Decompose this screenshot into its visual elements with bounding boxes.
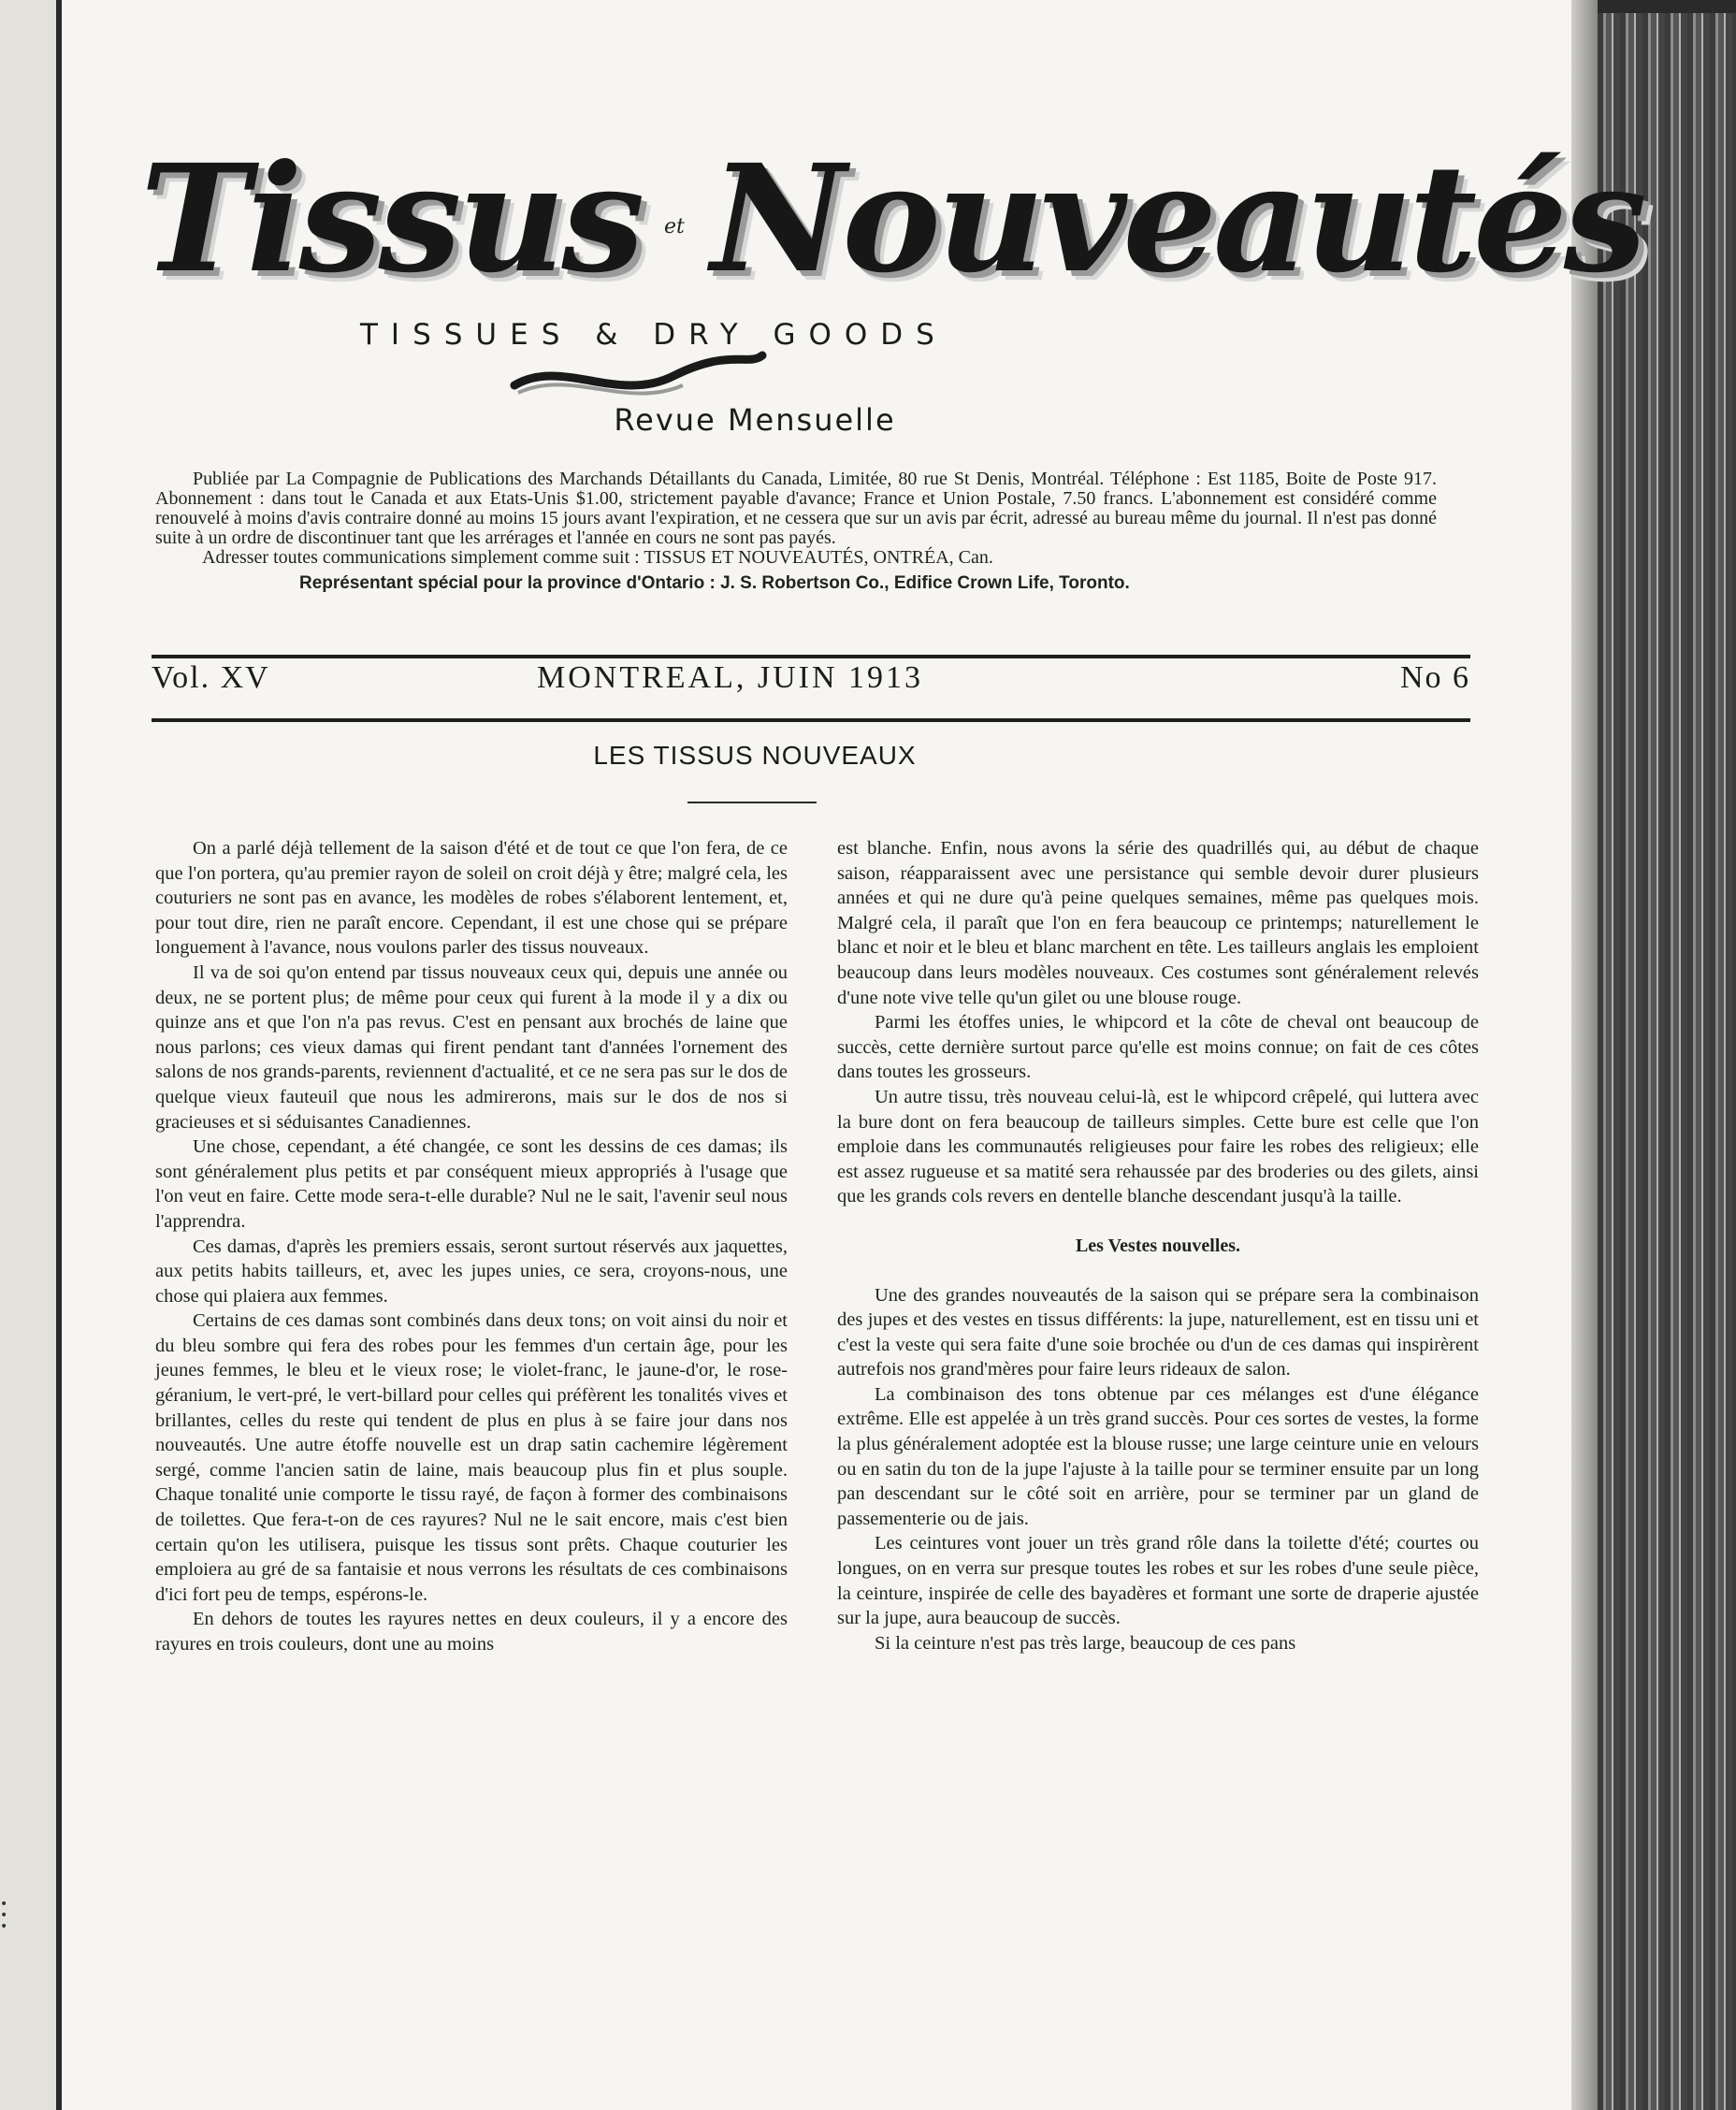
notice-representative: Représentant spécial pour la province d'Ontario : J. S. Robertson Co., Edifice Crown Life, Toronto. bbox=[299, 573, 1130, 593]
paragraph: Il va de soi qu'on entend par tissus nouveaux ceux qui, depuis une année ou deux, ne se portent plus; de même pour ceux qui furent à la mode il y a dix ou quinze ans et que l'on n'a pas revus. C'est en pensant aux brochés de laine que nous parlons; ces vieux damas qui firent pendant tant d'années l'ornement des salons de nos grands-parents, reviennent d'actualité, et ce ne sera pas sur le dos de quelque vieux fauteuil que nous les admirerons, mais sur le dos de nos si gracieuses et si séduisantes Canadiennes. bbox=[155, 961, 788, 1133]
volume-bar-bottom-rule bbox=[152, 718, 1470, 722]
article-right-column bbox=[837, 836, 1479, 1655]
page-stack-top bbox=[1598, 0, 1736, 13]
article-title: LES TISSUS NOUVEAUX bbox=[593, 741, 917, 770]
masthead-title-connector: et bbox=[664, 215, 685, 238]
paragraph: Les ceintures vont jouer un très grand rôle dans la toilette d'été; courtes ou longues, on en verra sur presque toutes les robes et sur les robes d'une seule pièce, la ceinture, inspirée de celle des bayadères et formant une sorte de draperie ajustée sur la jupe, aura beaucoup de succès. bbox=[837, 1533, 1479, 1629]
notice-address: Adresser toutes communications simplement comme suit : TISSUS ET NOUVEAUTÉS, ONTRÉA, Can. bbox=[202, 547, 993, 568]
publication-notice bbox=[155, 470, 1437, 593]
paragraph: On a parlé déjà tellement de la saison d'été et de tout ce que l'on fera, de ce que l'on portera, qu'au premier rayon de soleil on croit déjà y être; malgré cela, les couturiers ne sont pas en avance, les modèles de robes s'élaborent lentement, et, pour tout dire, rien ne paraît encore. Cependant, il est une chose qui se prépare longuement à l'avance, nous voulons parler des tissus nouveaux. bbox=[155, 838, 788, 959]
spine-shadow bbox=[1571, 0, 1598, 2110]
paragraph: Si la ceinture n'est pas très large, beaucoup de ces pans bbox=[875, 1632, 1296, 1654]
notice-body: Publiée par La Compagnie de Publications des Marchands Détaillants du Canada, Limitée, 80 rue St Denis, Montréal. Téléphone : Est 1185, Boite de Poste 917. Abonnement : dans tout le Canada et aux Etats-Unis $1.00, strictement payable d'avance; France et Union Postale, 7.50 francs. L'abonnement est considéré comme renouvelé à moins d'avis contraire donné au moins 15 jours avant l'expiration, et ne cessera que sur un avis par écrit, adressé au bureau même du journal. Il n'est pas donné suite à un ordre de discontinuer tant que les arrérages et l'année en cours ne sont pas payés. bbox=[155, 469, 1437, 548]
paragraph: Certains de ces damas sont combinés dans deux tons; on voit ainsi du noir et du bleu sombre qui fera des robes pour les femmes d'un certain âge, pour les jeunes femmes, le bleu et le vieux rose; le violet-franc, le jaune-d'or, le rose-géranium, le vert-pré, le vert-billard pour celles qui préfèrent les tonalités vives et brillantes, celles du reste qui tendent de plus en plus à se faire jour dans nos nouveautés. Une autre étoffe nouvelle est un drap satin cachemire légèrement sergé, comme l'ancien satin de laine, mais beaucoup plus fin et plus souple. Chaque tonalité unie comporte le tissu rayé, de façon à former des combinaisons de toilettes. Que fera-t-on de ces rayures? Nul ne le sait encore, mais c'est bien certain qu'on les utilisera, puisque les tissus sont prêts. Chaque couturier les emploiera au gré de sa fantaisie et nous verrons les résultats de ces combinaisons d'ici fort peu de temps, espérons-le. bbox=[155, 1310, 788, 1605]
paragraph: Ces damas, d'après les premiers essais, seront surtout réservés aux jaquettes, aux petits habits tailleurs, et, avec les jupes unies, ce sera, croyons-nous, une chose qui plaiera aux femmes. bbox=[155, 1236, 788, 1307]
volume-label: Vol. XV bbox=[152, 660, 270, 695]
masthead-title-right: Nouveautés bbox=[711, 133, 1643, 306]
volume-bar-top-rule bbox=[152, 655, 1470, 658]
masthead-subtitle: TISSUES & DRY GOODS bbox=[360, 318, 948, 352]
paragraph: En dehors de toutes les rayures nettes en deux couleurs, il y a encore des rayures en trois couleurs, dont une au moins bbox=[155, 1609, 788, 1655]
paragraph: Un autre tissu, très nouveau celui-là, est le whipcord crêpelé, qui luttera avec la bure dont on fera beaucoup de tailleurs simples. Cette bure est celle que l'on emploie dans les communautés religieuses pour faire les robes des religieux; elle est assez rugueuse et sa matité sera rehaussée par des broderies ou des gilets, ainsi que les grands cols revers en dentelle blanche descendant jusqu'à la taille. bbox=[837, 1086, 1479, 1207]
article-left-column bbox=[155, 836, 788, 1657]
paragraph: Une des grandes nouveautés de la saison qui se prépare sera la combinaison des jupes et des vestes en tissus différents: la jupe, naturellement, est en tissu uni et c'est la veste qui sera faite d'une soie brochée ou d'un de ces damas qui inspirèrent autrefois nos grand'mères pour faire leurs rideaux de salon. bbox=[837, 1284, 1479, 1380]
volume-bar bbox=[152, 660, 1470, 709]
section-subheading: Les Vestes nouvelles. bbox=[1075, 1235, 1241, 1256]
masthead-swash-ornament bbox=[505, 348, 767, 404]
paragraph: Une chose, cependant, a été changée, ce sont les dessins de ces damas; ils sont généralement plus petits et par conséquent mieux appropriés à l'usage que l'on veut en faire. Cette mode sera-t-elle durable? Nul ne le sait, l'avenir seul nous l'apprendra. bbox=[155, 1136, 788, 1232]
masthead bbox=[140, 131, 1643, 412]
paragraph: La combinaison des tons obtenue par ces mélanges est d'une élégance extrême. Elle est appelée à un très grand succès. Pour ces sortes de vestes, la forme la plus généralement adoptée est la blouse russe; une large ceinture unie en velours ou en satin du ton de la jupe l'ajuste à la taille pour se terminer ensuite par un long pan descendant sur le côté soit en arrière, pour se terminer par un gland de passementerie ou de jais. bbox=[837, 1383, 1479, 1529]
page-stack-edges bbox=[1598, 0, 1736, 2110]
masthead-frequency: Revue Mensuelle bbox=[614, 402, 896, 438]
paragraph: Parmi les étoffes unies, le whipcord et la côte de cheval ont beaucoup de succès, cette dernière surtout parce qu'elle est moins connue; on fait de ces côtes dans toutes les grosseurs. bbox=[837, 1012, 1479, 1083]
left-page-gutter bbox=[0, 0, 58, 2110]
masthead-title-left: Tissus bbox=[140, 133, 642, 306]
margin-ink-marks: • • • bbox=[0, 1897, 8, 1934]
paragraph: est blanche. Enfin, nous avons la série des quadrillés qui, au début de chaque saison, réapparaissent avec une persistance qui semble devoir durer plusieurs années et qui ne dure qu'à peine quelques semaines, même pas quelques mois. Malgré cela, il paraît que l'on en fera beaucoup ce printemps; naturellement le blanc et noir et le bleu et blanc marchent en tête. Les tailleurs anglais les emploient beaucoup dans leurs modèles nouveaux. Ces costumes sont généralement relevés d'une note vive telle qu'un gilet ou une blouse rouge. bbox=[837, 838, 1479, 1008]
issue-number: No 6 bbox=[1399, 660, 1470, 695]
title-rule bbox=[687, 802, 817, 803]
issue-place-date: MONTREAL, JUIN 1913 bbox=[537, 660, 924, 695]
